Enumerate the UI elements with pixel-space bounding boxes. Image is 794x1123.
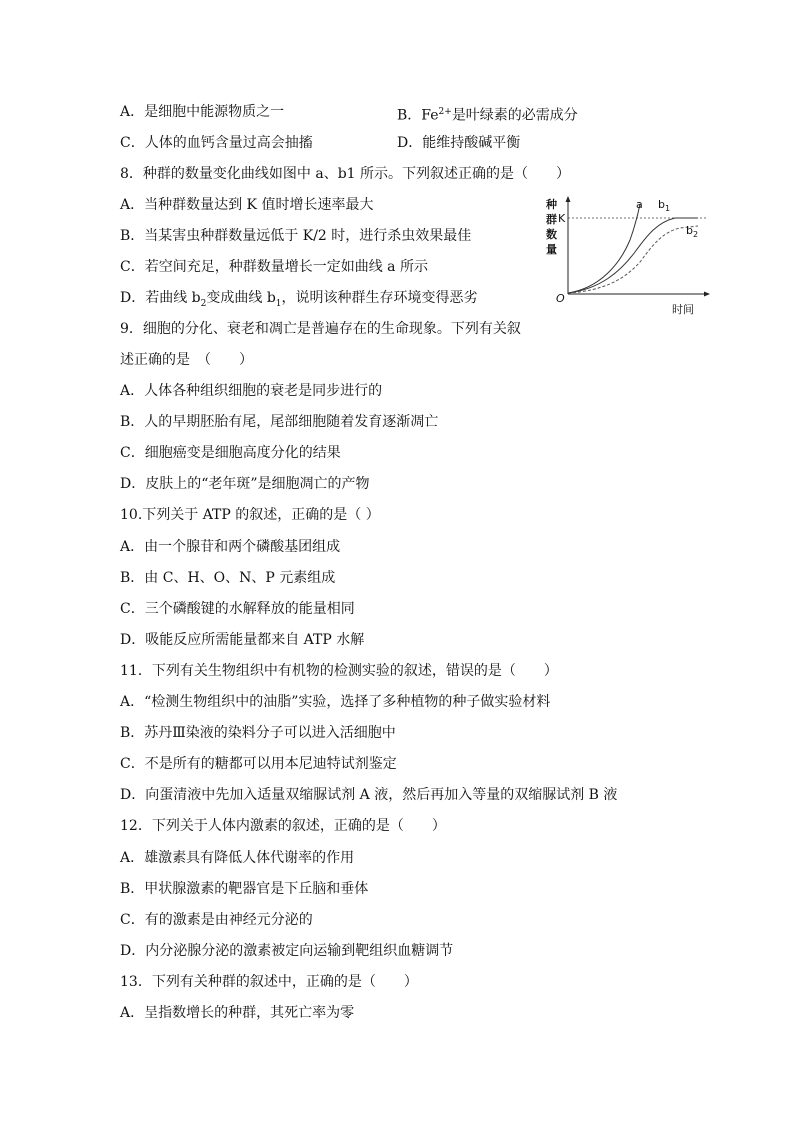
q7-option-b-prefix: B．Fe — [397, 107, 439, 124]
q8-option-d-part1: D．若曲线 b — [120, 290, 201, 306]
q11-option-a: A．“检测生物组织中的油脂”实验，选择了多种植物的种子做实验材料 — [120, 694, 551, 710]
q8-option-a: A．当种群数量达到 K 值时增长速率最大 — [120, 197, 374, 213]
q9-stem-line1: 9．细胞的分化、衰老和凋亡是普遍存在的生命现象。下列有关叙 — [120, 321, 521, 337]
ylabel-char-2: 群 — [546, 213, 557, 226]
curve-b1-label-sub: 1 — [664, 204, 671, 213]
q11-option-b: B．苏丹Ⅲ染液的染料分子可以进入活细胞中 — [120, 725, 396, 741]
population-curve-figure — [540, 192, 710, 320]
q12-option-c: C．有的激素是由神经元分泌的 — [120, 912, 313, 928]
q11-option-c: C．不是所有的糖都可以用本尼迪特试剂鉴定 — [120, 756, 397, 772]
q7-option-b — [397, 102, 578, 126]
k-label: K — [558, 212, 566, 225]
curve-b2 — [568, 226, 698, 293]
q7-option-b-sup: 2+ — [438, 107, 452, 117]
q13-option-a: A．呈指数增长的种群，其死亡率为零 — [120, 1005, 355, 1021]
q11-stem: 11．下列有关生物组织中有机物的检测实验的叙述，错误的是（ ） — [120, 663, 558, 679]
origin-label: O — [556, 292, 565, 305]
q8-option-d — [120, 288, 478, 314]
curve-b1-label-base: b — [658, 198, 665, 211]
ylabel-char-1: 种 — [546, 198, 557, 211]
q8-option-d-part2: 变成曲线 b — [206, 290, 276, 306]
q13-stem: 13．下列有关种群的叙述中，正确的是（ ） — [120, 974, 418, 990]
q9-stem-line2: 述正确的是 （ ） — [120, 352, 253, 368]
xlabel: 时间 — [672, 303, 694, 316]
ylabel-char-4: 量 — [546, 243, 557, 256]
q8-option-c: C．若空间充足，种群数量增长一定如曲线 a 所示 — [120, 259, 428, 275]
q7-option-a: A．是细胞中能源物质之一 — [120, 104, 285, 120]
q12-option-a: A．雄激素具有降低人体代谢率的作用 — [120, 850, 355, 866]
q10-option-a: A．由一个腺苷和两个磷酸基团组成 — [120, 539, 341, 555]
q8-option-b: B．当某害虫种群数量远低于 K/2 时，进行杀虫效果最佳 — [120, 228, 472, 244]
q12-option-b: B．甲状腺激素的靶器官是下丘脑和垂体 — [120, 881, 369, 897]
q12-stem: 12．下列关于人体内激素的叙述，正确的是（ ） — [120, 818, 446, 834]
curve-b1 — [568, 218, 698, 293]
q10-stem: 10.下列关于 ATP 的叙述，正确的是（ ） — [120, 507, 380, 523]
q7-option-d: D．能维持酸碱平衡 — [397, 135, 521, 151]
curve-b1-label — [658, 198, 670, 213]
q10-option-b: B．由 C、H、O、N、P 元素组成 — [120, 570, 336, 586]
q9-option-d: D．皮肤上的“老年斑”是细胞凋亡的产物 — [120, 476, 370, 492]
q8-stem: 8．种群的数量变化曲线如图中 a、b1 所示。下列叙述正确的是（ ） — [120, 166, 571, 182]
q7-option-c: C．人体的血钙含量过高会抽搐 — [120, 135, 313, 151]
q9-option-a: A．人体各种组织细胞的衰老是同步进行的 — [120, 383, 383, 399]
q8-option-d-sub1: 2 — [200, 298, 207, 309]
q7-option-b-suffix: 是叶绿素的必需成分 — [451, 107, 578, 124]
curve-b2-label-sub: 2 — [692, 230, 699, 239]
q10-option-c: C．三个磷酸键的水解释放的能量相同 — [120, 601, 355, 617]
curve-b2-label-base: b — [686, 224, 693, 237]
q8-option-d-sub2: 1 — [275, 298, 282, 309]
ylabel-char-3: 数 — [546, 228, 557, 241]
q12-option-d: D．内分泌腺分泌的激素被定向运输到靶组织血糖调节 — [120, 943, 454, 959]
q9-option-b: B．人的早期胚胎有尾，尾部细胞随着发育逐渐凋亡 — [120, 414, 439, 430]
q9-option-c: C．细胞癌变是细胞高度分化的结果 — [120, 445, 341, 461]
curve-a — [568, 204, 640, 293]
q10-option-d: D．吸能反应所需能量都来自 ATP 水解 — [120, 632, 365, 648]
y-axis-arrow — [566, 196, 571, 202]
q8-option-d-part3: ，说明该种群生存环境变得恶劣 — [281, 290, 478, 306]
curve-a-label: a — [636, 198, 643, 211]
q11-option-d: D．向蛋清液中先加入适量双缩脲试剂 A 液，然后再加入等量的双缩脲试剂 B 液 — [120, 787, 618, 803]
x-axis-arrow — [704, 292, 710, 297]
